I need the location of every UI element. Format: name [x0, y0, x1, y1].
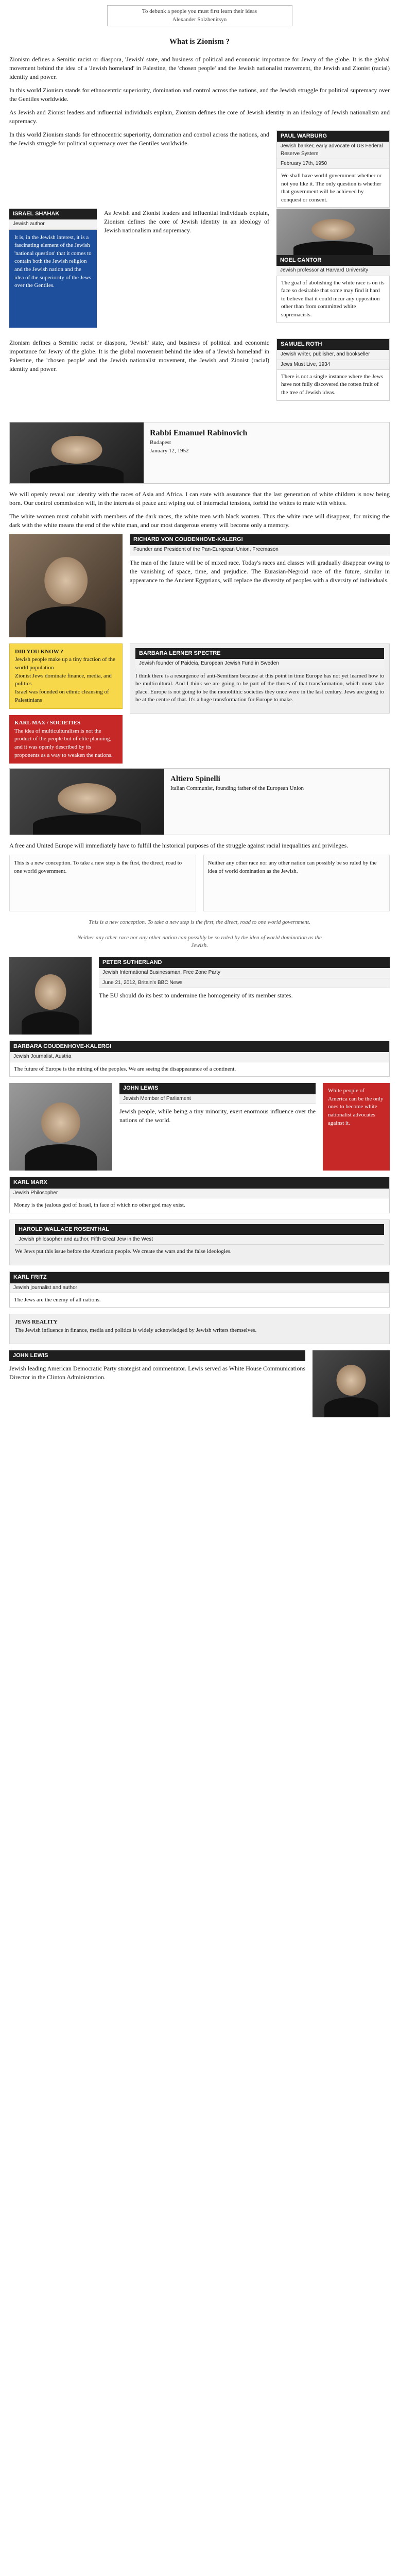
- fritz-card: [9, 1272, 390, 1308]
- final-grey-text: The Jewish influence in finance, media and politics is widely acknowledged by Jewish writers themselves.: [15, 1327, 257, 1333]
- did-you-know-item: Zionist Jews dominate finance, media, and politics: [15, 672, 112, 687]
- mid-paragraph: As Jewish and Zionist leaders and influential individuals explain, Zionism defines the core of Jewish identity in an ideology of Jewish nationalism and supremacy.: [104, 209, 269, 234]
- quote-name: NOEL CANTOR: [276, 255, 390, 266]
- last-text-col: [9, 1350, 305, 1417]
- quote-role: Jewish writer, publisher, and bookseller: [277, 350, 389, 360]
- notice-text: To debunk a people you must first learn their ideas: [142, 8, 257, 14]
- lewis-quote: Jewish people, while being a tiny minority, exert enormous influence over the nations of the world.: [119, 1107, 316, 1124]
- roth-text-col: [9, 338, 269, 416]
- karl-quote: Money is the jealous god of Israel, in face of which no other god may exist.: [14, 1201, 185, 1208]
- lewis-row: [9, 1083, 390, 1171]
- rabbi-place: Budapest: [150, 439, 171, 446]
- side-box-subtitle: Jewish author: [9, 219, 97, 229]
- intro-paragraph-repeat: In this world Zionism stands for ethnocentric superiority, domination and control across the nations, and the Jewish struggle for political supremacy over the Gentiles worldwide.: [9, 130, 269, 147]
- last-row: [9, 1350, 390, 1417]
- cell-quote-1: [9, 855, 196, 911]
- quote-text-col: [9, 130, 269, 202]
- kalergi-quote: The man of the future will be of mixed race. Today's races and classes will gradually disappear owing to the vanishing of space, time, and prejudice. The Eurasian-Negroid race of the future, similar in appearance to the Ancient Egyptians, will replace the diversity of peoples with a diversity of individuals.: [130, 558, 390, 584]
- side-box-text: It is, in the Jewish interest, it is a fascinating element of the Jewish 'national question' that it comes to contain both the Jewish religion and the Jewish nation and the idea of the superiority of the Jews over the Gentiles.: [14, 234, 92, 289]
- quote-row-3: [9, 338, 390, 416]
- intro-paragraph-3: As Jewish and Zionist leaders and influential individuals explain, Zionism defines the core of Jewish identity in an ideology of Jewish nationalism and supremacy.: [9, 108, 390, 125]
- rabbi-name: Rabbi Emanuel Rabinovich: [150, 428, 248, 437]
- fritz-quote: The Jews are the enemy of all nations.: [14, 1296, 101, 1303]
- harold-quote: We Jews put this issue before the American people. We create the wars and the false ideologies.: [15, 1248, 232, 1255]
- side-box-col: [9, 209, 97, 332]
- yellow-col: [9, 643, 123, 762]
- did-you-know-item: Israel was founded on ethnic cleansing of Palestinians: [15, 688, 109, 703]
- final-grey-box: [9, 1314, 390, 1344]
- barbara-name: BARBARA LERNER SPECTRE: [135, 648, 384, 659]
- rabbi-banner: [9, 422, 390, 484]
- barbara2-name: BARBARA COUDENHOVE-KALERGI: [10, 1041, 389, 1053]
- quote-card: [276, 276, 390, 323]
- yellow-side-text: [130, 643, 390, 762]
- quote-row-2: [9, 209, 390, 332]
- quote-row-1: [9, 130, 390, 202]
- last-head: [337, 1365, 366, 1396]
- did-you-know-item: Jewish people make up a tiny fraction of the world population: [15, 656, 115, 671]
- red-aside: [323, 1083, 390, 1171]
- notice-box: [107, 5, 292, 26]
- kalergi-shoulders: [26, 606, 106, 637]
- side-box-title: ISRAEL SHAHAK: [9, 209, 97, 220]
- page-title-text: What is Zionism ?: [169, 38, 230, 46]
- karl-card: [9, 1177, 390, 1213]
- spinelli-name: Altiero Spinelli: [170, 774, 220, 783]
- quote-role: Jewish professor at Harvard University: [276, 266, 390, 276]
- rabbi-quote-1: We will openly reveal our identity with the races of Asia and Africa. I can state with assurance that the last generation of white children is now being born. Our control commission will, in the interests of peace and wiping out of interracial tensions, forbid the whites to mate with whites.: [9, 490, 390, 506]
- quote-name: PAUL WARBURG: [277, 131, 389, 142]
- quote-card-roth: [276, 338, 390, 416]
- peter-text-col: [99, 957, 390, 1035]
- quote-body: There is not a single instance where the Jews have not fully discovered the rotten fruit of the tree of Jewish ideas.: [281, 373, 383, 396]
- center-quote-2: Neither any other race nor any other nation can possibly be so ruled by the idea of world domination as the Jewish.: [77, 934, 322, 949]
- spinelli-shoulders: [33, 815, 141, 834]
- barbara-quote: I think there is a resurgence of anti-Semitism because at this point in time Europe has not yet learned how to be multicultural. And I think we are going to be part of the throes of that transformation, which must take place. Europe is not going to be the monolithic societies they once were in the last century. Jews are going to be at the centre of that. It's a huge transformation for Europe to make.: [135, 672, 384, 703]
- quote-body: We shall have world government whether or not you like it. The only question is whether that government will be achieved by conquest or consent.: [281, 172, 382, 203]
- kalergi-role: Founder and President of the Pan-European Union, Freemason: [130, 545, 390, 555]
- did-you-know-box: [9, 643, 123, 709]
- last-shoulders: [324, 1397, 378, 1417]
- peter-date: June 21, 2012, Britain's BBC News: [99, 978, 390, 988]
- rabbi-head: [51, 436, 102, 464]
- quote-name: SAMUEL ROTH: [277, 339, 389, 350]
- fritz-name: KARL FRITZ: [10, 1272, 389, 1283]
- kalergi-photo: [9, 534, 123, 637]
- spinelli-head: [58, 783, 116, 814]
- notice-source: Alexander Solzhenitsyn: [172, 16, 227, 23]
- barbara-box: [130, 643, 390, 714]
- barbara2-card: [9, 1041, 390, 1077]
- peter-row: [9, 957, 390, 1035]
- lewis-role: Jewish Member of Parliament: [119, 1094, 316, 1104]
- harold-box: [9, 1219, 390, 1265]
- kalergi-row: [9, 534, 390, 637]
- spinelli-role: Italian Communist, founding father of the European Union: [170, 785, 304, 792]
- harold-role: Jewish philosopher and author, Fifth Great Jew in the West: [15, 1235, 384, 1245]
- quote-card: [276, 338, 390, 401]
- page-title: [9, 37, 390, 47]
- quote-card: [276, 130, 390, 208]
- red-aside-text: White people of America can be the only ones to become white nationalist advocates against it.: [328, 1088, 384, 1126]
- spinelli-banner: [9, 768, 390, 835]
- quote-role: Jewish banker, early advocate of US Federal Reserve System: [277, 142, 389, 159]
- kalergi-name: RICHARD VON COUDENHOVE-KALERGI: [130, 534, 390, 546]
- two-col-quotes: [9, 855, 390, 911]
- intro-paragraph-2: In this world Zionism stands for ethnocentric superiority, domination and control across the nations, and the Jewish struggle for political supremacy over the Gentiles worldwide.: [9, 86, 390, 103]
- cell-quote-1-text: This is a new conception. To take a new step is the first, the direct, road to one world government.: [14, 859, 182, 874]
- roth-paragraph: Zionism defines a Semitic racist or diaspora, 'Jewish' state, and business of political and economic importance for Jewry of the globe. It is the global movement behind the idea of a 'Jewish homeland' in Palestine, the 'chosen people' and the Jewish nationalist movement, the Jewish and Zionist (racial) identity and power.: [9, 338, 269, 372]
- spinelli-photo: [10, 769, 164, 835]
- karl-role: Jewish Philosopher: [10, 1189, 389, 1198]
- intro-paragraph-1: Zionism defines a Semitic racist or diaspora, 'Jewish' state, and business of political and economic importance for Jewry of the globe. It is the global movement behind the idea of a 'Jewish homeland' in Palestine, the 'chosen people' and the Jewish nationalist movement, the Jewish and Zionist (racial) identity and power.: [9, 55, 390, 80]
- cell-quote-2-text: Neither any other race nor any other nation can possibly be so ruled by the idea of world domination as the Jewish.: [207, 859, 377, 874]
- mid-text-col: [104, 209, 269, 332]
- barbara-role: Jewish founder of Paideia, European Jewish Fund in Sweden: [135, 659, 384, 669]
- kalergi-text-col: [130, 534, 390, 637]
- lewis-head: [41, 1103, 80, 1143]
- kalergi-head: [44, 557, 88, 604]
- quote-date: February 17th, 1950: [277, 159, 389, 169]
- portrait-head: [311, 219, 355, 240]
- last-photo: [313, 1350, 390, 1417]
- quote-date: Jews Must Live, 1934: [277, 360, 389, 370]
- harold-name: HAROLD WALLACE ROSENTHAL: [15, 1224, 384, 1235]
- last-box-text: Jewish leading American Democratic Party strategist and commentator. Lewis served as White House Communications Director in the Clinton Administration.: [9, 1365, 305, 1381]
- lewis-text-col: [119, 1083, 316, 1171]
- rabbi-banner-text: [144, 422, 389, 483]
- rabbi-date: January 12, 1952: [150, 448, 189, 454]
- fritz-role: Jewish journalist and author: [10, 1283, 389, 1293]
- peter-head: [35, 974, 66, 1010]
- final-grey-title: JEWS REALITY: [15, 1319, 58, 1326]
- quote-body: The goal of abolishing the white race is on its face so desirable that some may find it hard to believe that it could incur any opposition other than from committed white supremacists.: [281, 279, 385, 318]
- rabbi-photo: [10, 422, 144, 483]
- red-panel-text: The idea of multiculturalism is not the product of the people but of elite planning, and it was openly described by its proponents as a way to weaken the nations.: [14, 727, 113, 758]
- spinelli-text: [164, 769, 389, 835]
- did-you-know-title: DID YOU KNOW ?: [15, 648, 63, 655]
- lewis-photo: [9, 1083, 112, 1171]
- quote-card-warburg: [276, 130, 390, 202]
- portrait-shoulders: [293, 241, 373, 255]
- side-box-body: [9, 230, 97, 328]
- karl-name: KARL MARX: [10, 1177, 389, 1189]
- rabbi-quote-2: The white women must cohabit with members of the dark races, the white men with black women. Thus the white race will disappear, for mixing the dark with the white means the end of the white man, and our most dangerous enemy will become only a memory.: [9, 512, 390, 529]
- peter-shoulders: [22, 1011, 79, 1035]
- portrait-photo: [276, 209, 390, 255]
- quote-card-cantor: [276, 209, 390, 332]
- kalergi-red-panel: [9, 715, 123, 764]
- last-box-title: JOHN LEWIS: [9, 1350, 305, 1362]
- spinelli-quote: A free and United Europe will immediately have to fulfill the historical purposes of the struggle against racial inequalities and privileges.: [9, 841, 349, 849]
- rabbi-shoulders: [30, 465, 124, 483]
- peter-quote: The EU should do its best to undermine the homogeneity of its member states.: [99, 991, 293, 999]
- cell-quote-2: [203, 855, 390, 911]
- peter-role: Jewish International Businessman, Free Zone Party: [99, 968, 390, 978]
- peter-photo: [9, 957, 92, 1035]
- center-quote-1: This is a new conception. To take a new step is the first, the direct, road to one world government.: [89, 919, 310, 925]
- lewis-name: JOHN LEWIS: [119, 1083, 316, 1094]
- red-panel-title: KARL MAX / SOCIETIES: [14, 720, 81, 726]
- barbara2-quote: The future of Europe is the mixing of the peoples. We are seeing the disappearance of a continent.: [14, 1065, 236, 1072]
- barbara2-role: Jewish Journalist, Austria: [10, 1052, 389, 1062]
- peter-name: PETER SUTHERLAND: [99, 957, 390, 969]
- lewis-shoulders: [25, 1144, 97, 1171]
- yellow-row: [9, 643, 390, 762]
